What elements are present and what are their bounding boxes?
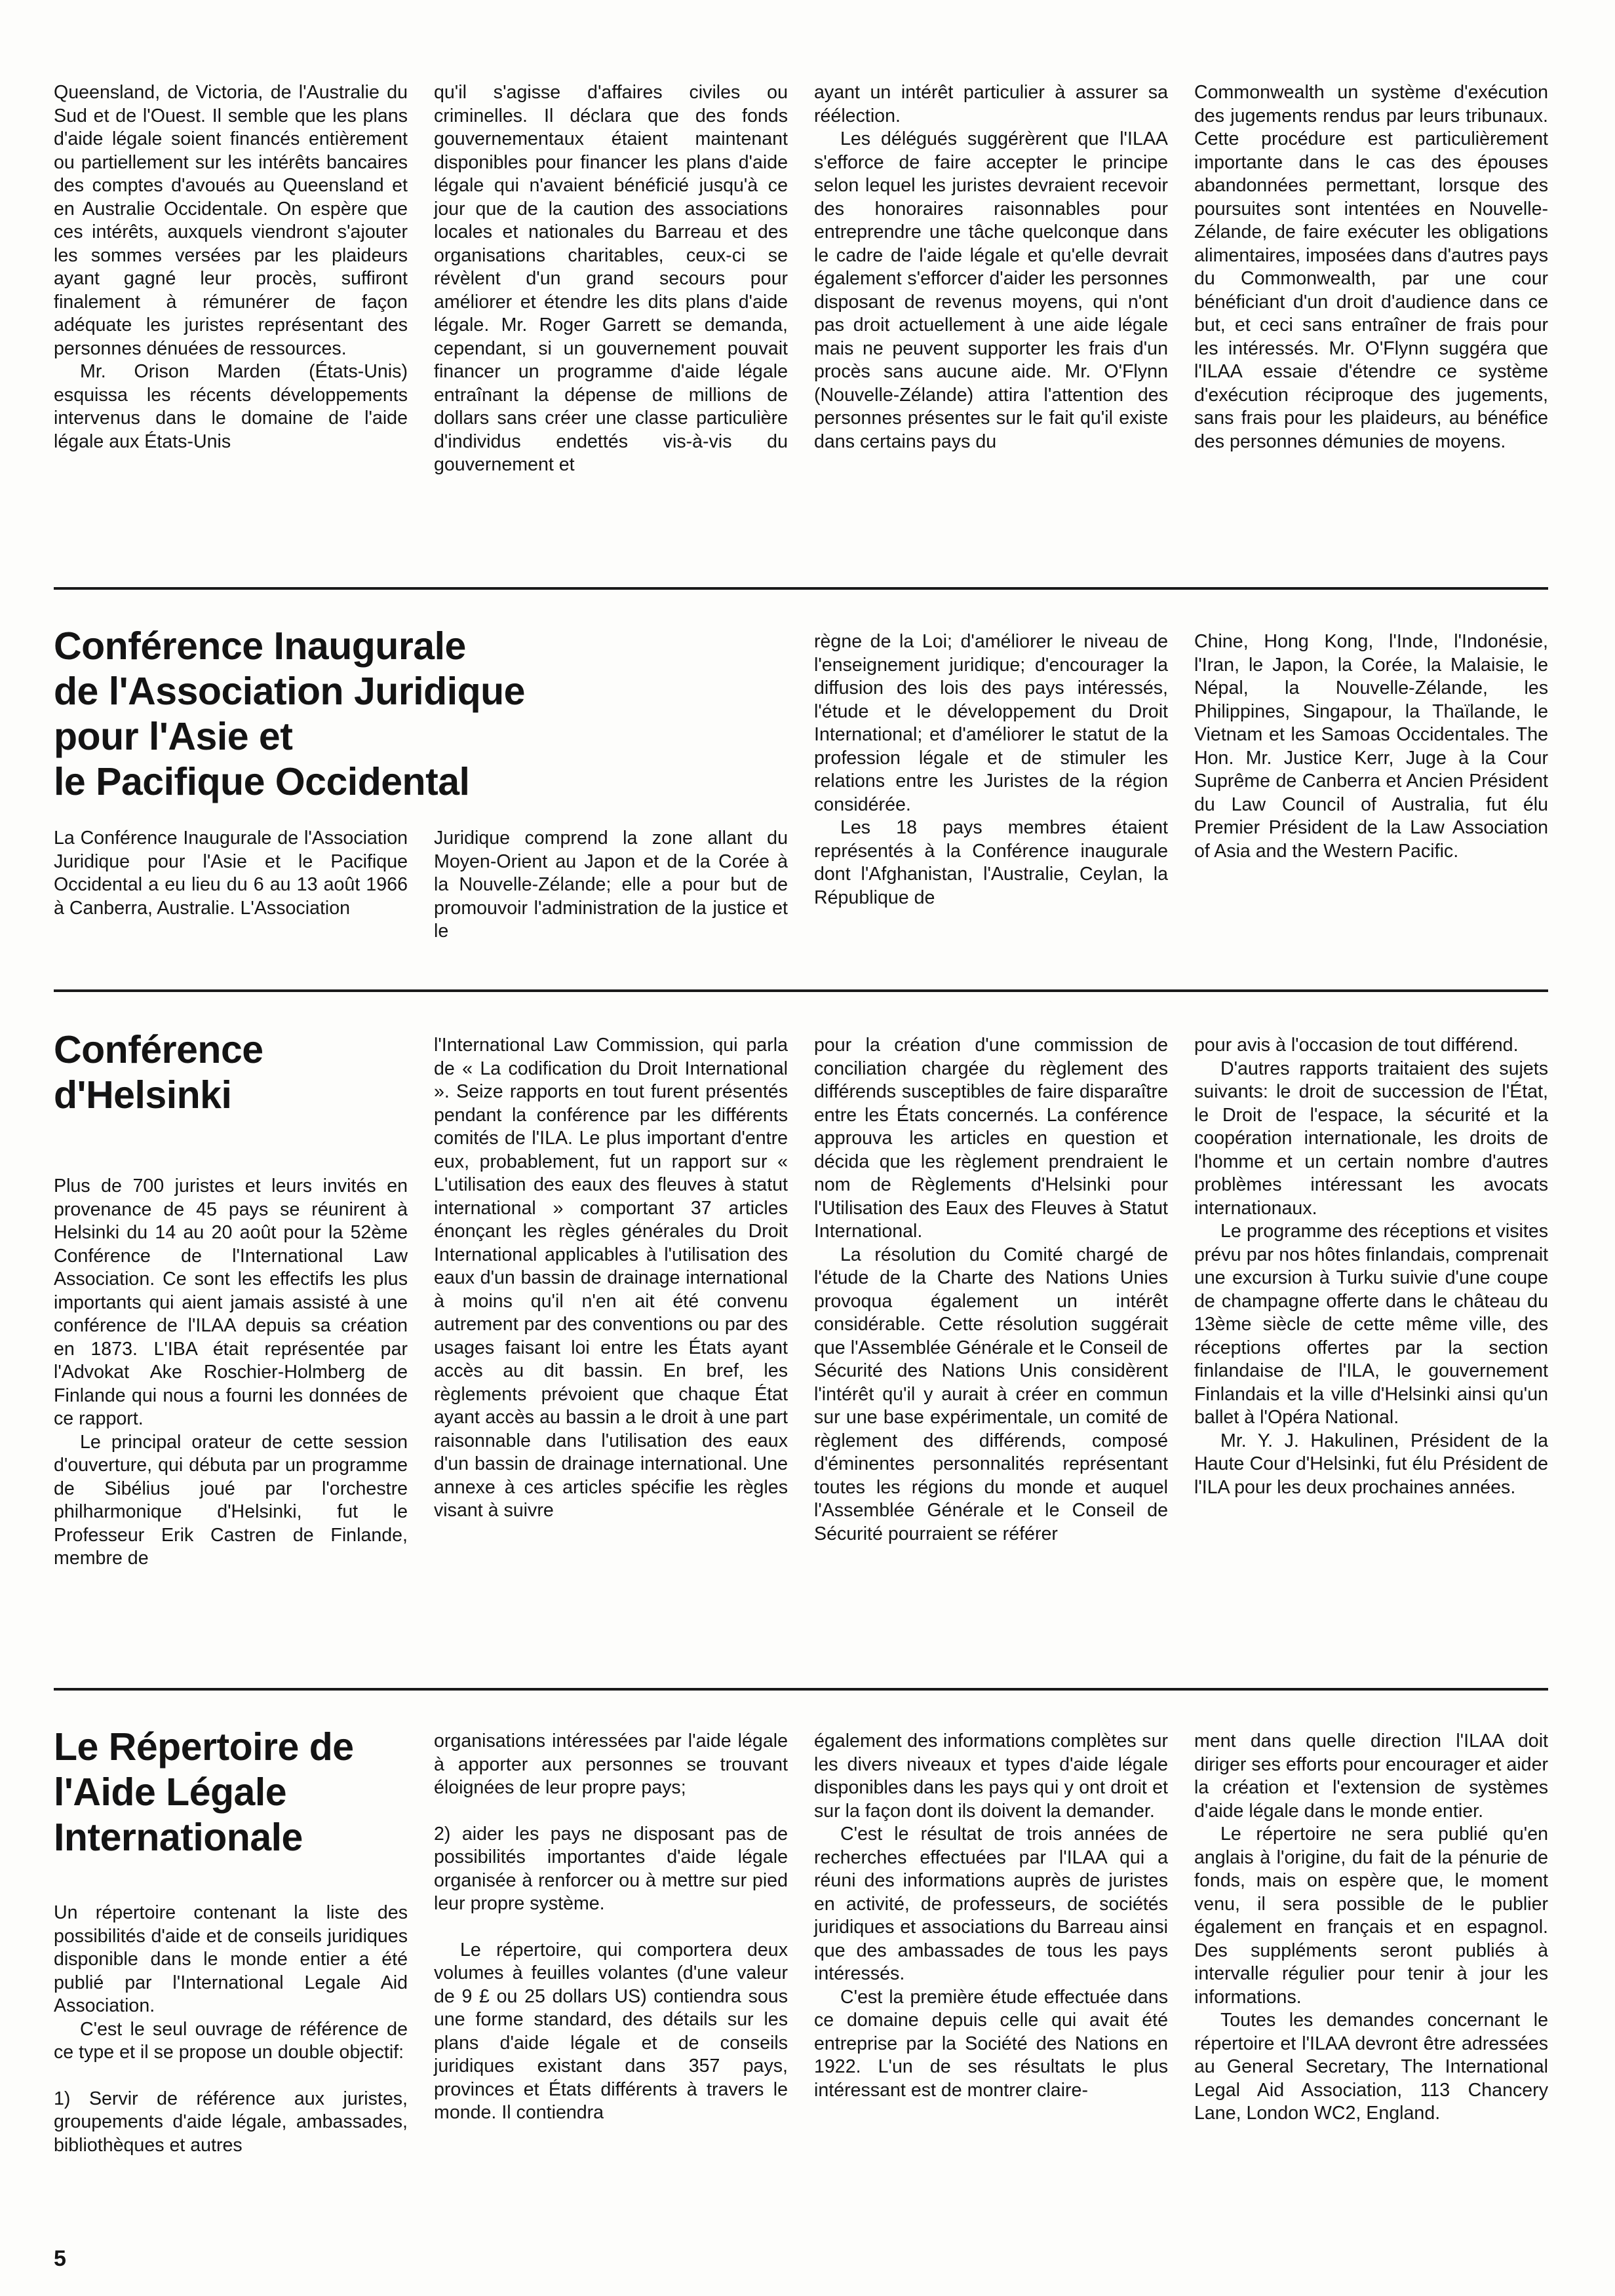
paragraph: également des informations complètes sur les divers niveaux et types d'aide légale disponibles dans les pays qui y ont droit et sur la façon dont ils doivent la demander. [814, 1731, 1168, 1822]
paragraph: Un répertoire contenant la liste des possibilités d'aide et de conseils juridiques disponible dans le monde entier a été publié par l'International Legale Aid Association. [54, 1902, 408, 2016]
helsinki-column-1 [54, 1175, 408, 1571]
title-line: Conférence Inaugurale [54, 624, 466, 668]
paragraph: Toutes les demandes concernant le répertoire et l'ILAA devront être adressées au General Secretary, The International Legal Aid Association, 113 Chancery Lane, London WC2, England. [1194, 2010, 1548, 2124]
paragraph: règne de la Loi; d'améliorer le niveau de l'enseignement juridique; d'encourager la diffusion des lois des pays intéressés, l'étude et le développement du Droit International; et d'améliorer le statut de la profession légale et de stimuler les relations entre les Juristes de la région considérée. [814, 631, 1168, 815]
top-column-1 [54, 81, 408, 453]
repertoire-column-1 [54, 1902, 408, 2157]
paragraph: pour la création d'une commission de conciliation chargée du règlement des différends susceptibles de faire disparaître entre les États concernés. La conférence approuva les articles en question et décida que les règlement prendraient le nom de Règlements d'Helsinki pour l'Utilisation des Eaux des Fleuves à Statut International. [814, 1035, 1168, 1242]
paragraph: C'est le seul ouvrage de référence de ce type et il se propose un double objectif: [54, 2018, 408, 2063]
title-line: le Pacifique Occidental [54, 760, 470, 803]
top-column-3 [814, 81, 1168, 453]
paragraph: Queensland, de Victoria, de l'Australie du Sud et de l'Ouest. Il semble que les plans d'aide légale soient financés entièrement ou partiellement sur les intérêts bancaires des comptes d'avoués au Queensland et en Australie Occidentale. On espère que ces intérêts, auxquels viendront s'ajouter les sommes versées par les plaideurs ayant gagné leur procès, suffiront finalement à rémunérer de façon adéquate les juristes représentant des personnes dénuées de ressources. [54, 82, 408, 359]
paragraph: Mr. Y. J. Hakulinen, Président de la Haute Cour d'Helsinki, fut élu Président de l'ILA pour les deux prochaines années. [1194, 1430, 1548, 1498]
asia-section-right [54, 630, 1548, 958]
title-line: l'Aide Légale [54, 1770, 287, 1814]
top-column-2 [434, 81, 788, 477]
section-divider [54, 587, 1548, 590]
paragraph: Mr. Orison Marden (États-Unis) esquissa les récents développements intervenus dans le domaine de l'aide légale aux États-Unis [54, 361, 408, 452]
title-line: pour l'Asie et [54, 715, 293, 758]
paragraph: La résolution du Comité chargé de l'étude de la Charte des Nations Unies provoqua également un intérêt considérable. Cette résolution suggérait que l'Assemblée Générale et le Conseil de Sécurité des Nations Unis considèrent l'intérêt qu'il y aurait à créer en commun sur une base expérimentale, un comité de règlement des différends, composé d'éminentes personnalités représentant toutes les régions du monde et auquel l'Assemblée Générale et le Conseil de Sécurité pourraient se référer [814, 1244, 1168, 1544]
paragraph: La Conférence Inaugurale de l'Association Juridique pour l'Asie et le Pacifique Occidental a eu lieu du 6 au 13 août 1966 à Canberra, Australie. L'Association [54, 828, 408, 919]
paragraph: D'autres rapports traitaient des sujets suivants: le droit de succession de l'État, le Droit de l'espace, la sécurité et la coopération internationale, les droits de l'homme et un certain nombre d'autres problèmes intéressant les avocats internationaux. [1194, 1058, 1548, 1219]
paragraph: ment dans quelle direction l'ILAA doit diriger ses efforts pour encourager et aider la création et l'extension de systèmes d'aide légale dans le monde entier. [1194, 1731, 1548, 1822]
paragraph: Les 18 pays membres étaient représentés à la Conférence inaugurale dont l'Afghanistan, l'Australie, Ceylan, la République de [814, 817, 1168, 908]
paragraph: Le principal orateur de cette session d'ouverture, qui débuta par un programme de Sibélius joué par l'orchestre philharmonique d'Helsinki, fut le Professeur Erik Castren de Finlande, membre de [54, 1431, 408, 1569]
repertoire-column-3 [814, 1730, 1168, 2102]
paragraph: Le répertoire, qui comportera deux volumes à feuilles volantes (d'une valeur de 9 £ ou 25 dollars US) contiendra sous une forme standard, des détails sur les plans d'aide légale et de conseils juridiques existant dans 357 pays, provinces et États différents à travers le monde. Il contiendra [434, 1939, 788, 2123]
title-line: Conférence [54, 1028, 263, 1071]
paragraph: 1) Servir de référence aux juristes, groupements d'aide légale, ambassades, bibliothèques et autres [54, 2088, 408, 2156]
top-column-4 [1194, 81, 1548, 453]
paragraph: C'est la première étude effectuée dans ce domaine depuis celle qui avait été entreprise par la Société des Nations en 1922. L'un de ses résultats le plus intéressant est de montrer claire- [814, 1986, 1168, 2101]
repertoire-section [54, 1730, 1548, 2228]
paragraph: C'est le résultat de trois années de recherches effectuées par l'ILAA qui a réuni des informations auprès de juristes en activité, de professeurs, de sociétés juridiques et associations du Barreau ainsi que des ambassades de tous les pays intéressés. [814, 1824, 1168, 1984]
paragraph: qu'il s'agisse d'affaires civiles ou criminelles. Il déclara que des fonds gouvernementaux étaient maintenant disponibles pour financer les plans d'aide légale qui n'avaient bénéficié jusqu'à ce jour que de la caution des associations locales et nationales du Barreau et des organisations charitables, ceux-ci se révèlent d'un grand secours pour améliorer et étendre les dits plans d'aide légale. Mr. Roger Garrett se demanda, cependant, si un gouvernement pouvait financer un programme d'aide légale entraînant la dépense de millions de dollars sans créer une classe particulière d'individus endettés vis-à-vis du gouvernement et [434, 82, 788, 475]
paragraph: Commonwealth un système d'exécution des jugements rendus par leurs tribunaux. Cette procédure est particulièrement importante dans le cas des épouses abandonnées permettant, lorsque des poursuites sont intentées en Nouvelle-Zélande, de faire exécuter les obligations alimentaires, imposées dans d'autres pays du Commonwealth, par une cour bénéficiant d'un droit d'audience dans ce but, et ceci sans entraîner de frais pour les intéressés. Mr. O'Flynn suggéra que l'ILAA essaie d'étendre ce système d'exécution réciproque des jugements, sans frais pour les plaideurs, au bénéfice des personnes démunies de moyens. [1194, 82, 1548, 452]
asia-column-4 [1194, 630, 1548, 863]
paragraph: Les délégués suggérèrent que l'ILAA s'efforce de faire accepter le principe selon lequel les juristes devraient recevoir des honoraires raisonnables pour entreprendre une tâche quelconque dans le cadre de l'aide légale et qu'elle devrait également s'efforcer d'aider les personnes disposant de revenus moyens, qui n'ont pas droit actuellement à une aide légale mais ne peuvent supporter les frais d'un procès sans aucune aide. Mr. O'Flynn (Nouvelle-Zélande) attira l'attention des personnes présentes sur le fait qu'il existe dans certains pays du [814, 128, 1168, 452]
title-line: Le Répertoire de [54, 1725, 354, 1769]
repertoire-column-2 [434, 1730, 788, 2125]
page-number: 5 [54, 2246, 66, 2271]
asia-column-3 [814, 630, 1168, 909]
paragraph: pour avis à l'occasion de tout différend. [1194, 1035, 1519, 1056]
paragraph: ayant un intérêt particulier à assurer sa réélection. [814, 82, 1168, 126]
helsinki-column-3 [814, 1034, 1168, 1546]
helsinki-column-2 [434, 1034, 788, 1523]
helsinki-section [54, 1034, 1548, 1663]
paragraph: 2) aider les pays ne disposant pas de possibilités importantes d'aide légale organisée à renforcer ou à mettre sur pied leur propre système. [434, 1823, 788, 1914]
paragraph: Plus de 700 juristes et leurs invités en provenance de 45 pays se réunirent à Helsinki du 14 au 20 août pour la 52ème Conférence de l'International Law Association. Ce sont les effectifs les plus importants qui aient jamais assisté à une conférence de l'ILAA depuis sa création en 1873. L'IBA était représentée par l'Advokat Ake Roschier-Holmberg de Finlande qui nous a fourni les données de ce rapport. [54, 1176, 408, 1429]
paragraph: l'International Law Commission, qui parla de « La codification du Droit International ». Seize rapports en tout furent présentés pendant la conférence par les différents comités de l'ILA. Le plus important d'entre eux, probablement, fut un rapport sur « L'utilisation des eaux des fleuves à statut international » comportant 37 articles énonçant les règles générales du Droit International applicables à l'utilisation des eaux d'un bassin de drainage international à moins qu'il n'en ait été convenu autrement par des conventions ou par des usages faisant loi entre les États ayant accès au dit bassin. En bref, les règlements prévoient que chaque État ayant accès au bassin a le droit à une part raisonnable dans l'utilisation des eaux d'un bassin de drainage international. Une annexe à ces articles spécifie les règles visant à suivre [434, 1035, 788, 1521]
paragraph: Chine, Hong Kong, l'Inde, l'Indonésie, l'Iran, le Japon, la Corée, la Malaisie, le Népal, la Nouvelle-Zélande, les Philippines, Singapour, la Thaïlande, le Vietnam et les Samoas Occidentales. The Hon. Mr. Justice Kerr, Juge à la Cour Suprême de Canberra et Ancien Président du Law Council of Australia, fut élu Premier Président de la Law Association of Asia and the Western Pacific. [1194, 631, 1548, 862]
paragraph: Juridique comprend la zone allant du Moyen-Orient au Japon et de la Corée à la Nouvelle-Zélande; elle a pour but de promouvoir l'administration de la justice et le [434, 828, 788, 942]
section-divider [54, 1688, 1548, 1691]
paragraph: Le répertoire ne sera publié qu'en anglais à l'origine, du fait de la pénurie de fonds, mais on espère que, le moment venu, il sera possible de le publier également en français et en espagnol. Des suppléments seront publiés à intervalle régulier pour tenir à jour les informations. [1194, 1824, 1548, 2008]
paragraph: organisations intéressées par l'aide légale à apporter aux personnes se trouvant éloignées de leur propre pays; [434, 1731, 788, 1798]
title-line: de l'Association Juridique [54, 670, 525, 713]
title-line: Internationale [54, 1816, 303, 1859]
helsinki-column-4 [1194, 1034, 1548, 1499]
paragraph: Le programme des réceptions et visites prévu par nos hôtes finlandais, comprenait une excursion à Turku suivie d'une coupe de champagne offerte dans le château du 13ème siècle de cette même ville, des réceptions offertes par la section finlandaise de l'ILA, le gouvernement Finlandais et la ville d'Helsinki ainsi qu'un ballet à l'Opéra National. [1194, 1221, 1548, 1428]
top-section [54, 81, 1548, 553]
section-divider [54, 989, 1548, 992]
repertoire-column-4 [1194, 1730, 1548, 2126]
title-line: d'Helsinki [54, 1073, 232, 1117]
